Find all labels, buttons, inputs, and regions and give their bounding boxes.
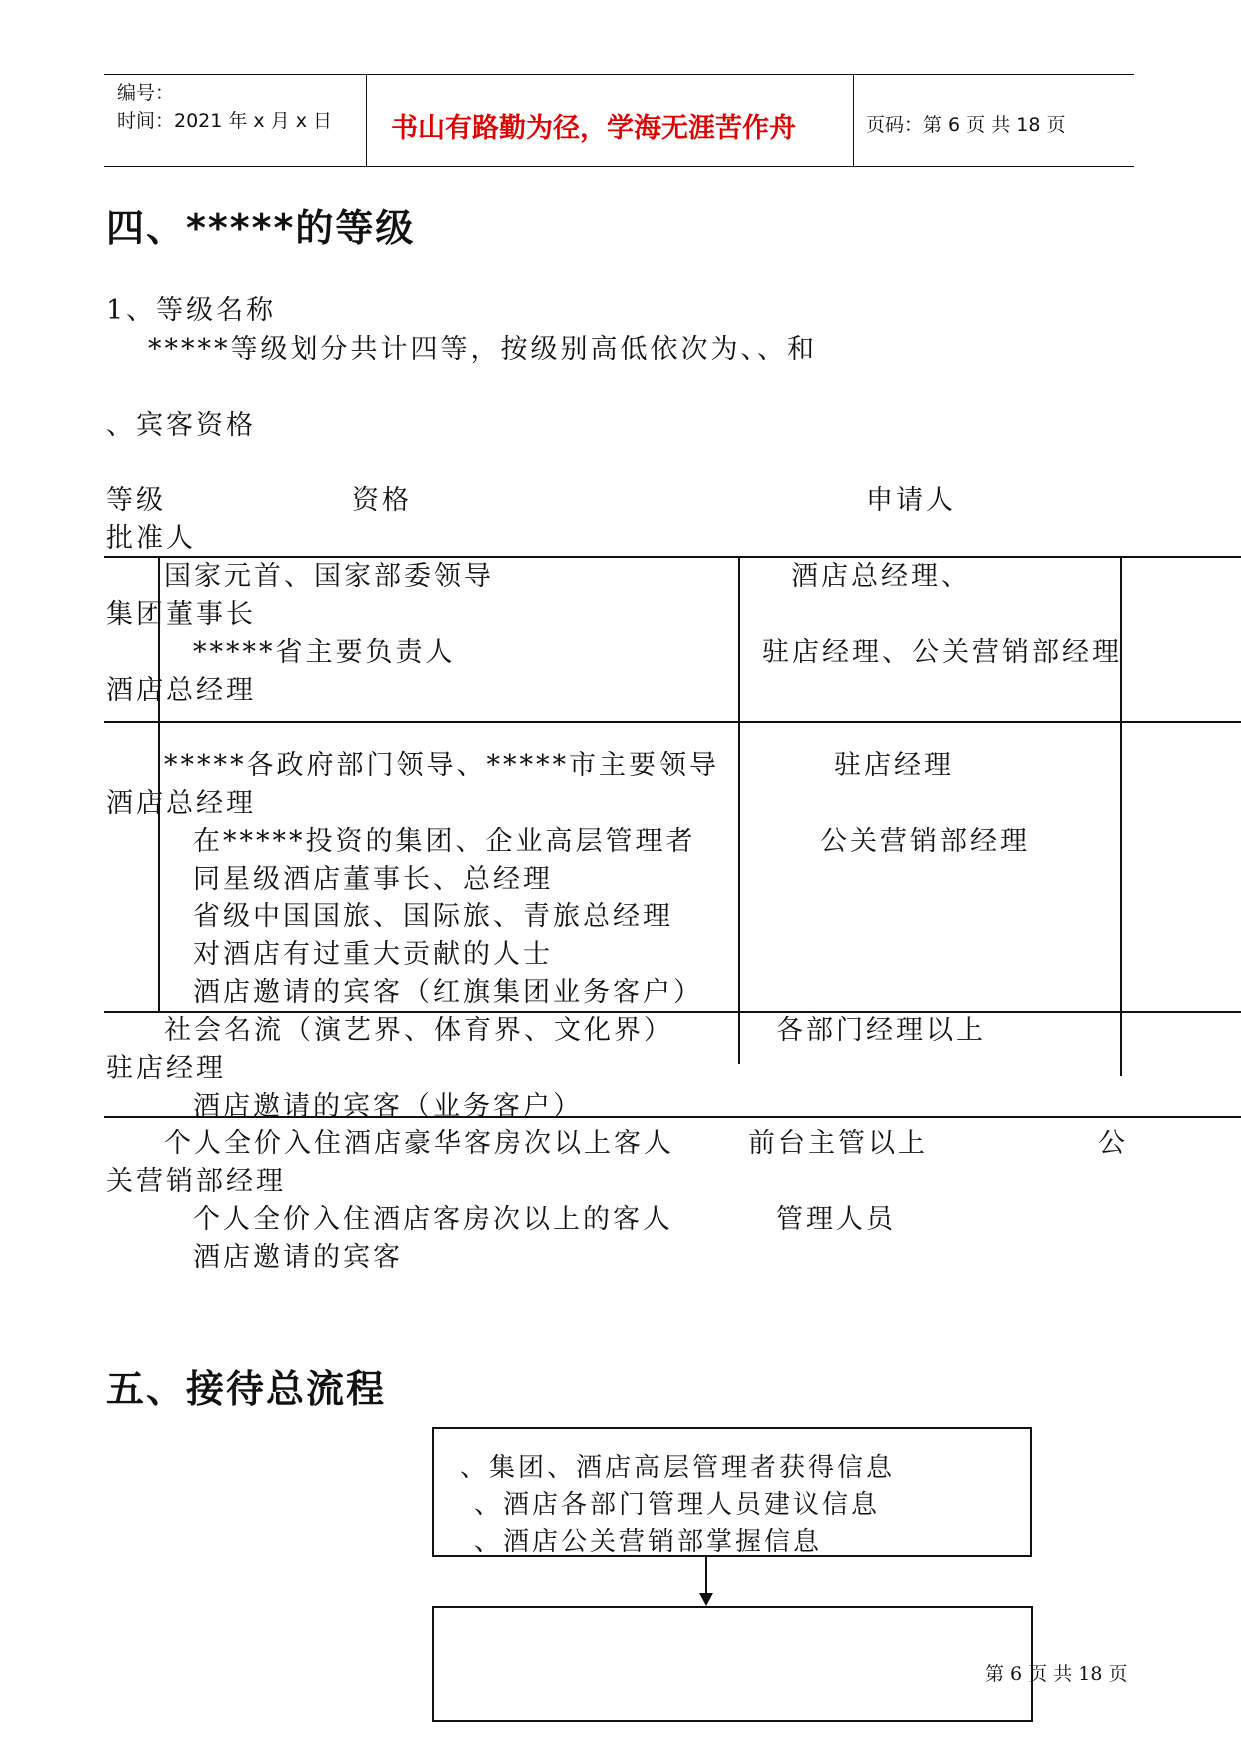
header-bottom-line [104,166,1134,167]
page-footer: 第 6 页 共 18 页 [985,1663,1128,1685]
header-motto: 书山有路勤为径，学海无涯苦作舟 [391,113,796,144]
row2-applicant-1: 驻店经理 [834,750,954,781]
row3-applicant-1: 各部门经理以上 [776,1015,986,1046]
row2-line-4: 同星级酒店董事长、总经理 [193,864,553,895]
row3-line-1: 社会名流（演艺界、体育界、文化界） [164,1015,674,1046]
row4-applicant-2: 管理人员 [776,1204,896,1235]
row1-applicant-1: 酒店总经理、 [791,561,971,592]
row4-line-5: 酒店邀请的宾客 [193,1242,403,1273]
flow-box-line-3: 、酒店公关营销部掌握信息 [474,1527,823,1557]
table-header-approver: 批准人 [106,523,196,554]
table-rule-3 [104,1011,1241,1013]
row4-line-1: 个人全价入住酒店豪华客房次以上客人 [164,1128,674,1159]
row1-line-2: 集团董事长 [106,599,256,630]
row2-line-7: 酒店邀请的宾客（红旗集团业务客户） [193,977,703,1008]
table-header-applicant: 申请人 [866,485,956,516]
table-col-divider-3 [1120,556,1122,1076]
row1-line-3: *****省主要负责人 [193,637,456,668]
row1-line-4: 酒店总经理 [106,675,256,706]
row4-applicant-1: 前台主管以上 [748,1128,928,1159]
header-divider-left [366,74,367,166]
row4-line-3: 关营销部经理 [106,1166,286,1197]
table-header-qualification: 资格 [352,485,412,516]
section-4-title: 四、*****的等级 [106,206,416,250]
row3-line-3: 酒店邀请的宾客（业务客户） [193,1091,583,1122]
section-5-title: 五、接待总流程 [106,1367,387,1411]
header-top-line [104,74,1134,75]
table-rule-2 [104,721,1241,723]
row2-applicant-2: 公关营销部经理 [820,826,1030,857]
row2-line-5: 省级中国国旅、国际旅、青旅总经理 [193,901,673,932]
row2-line-2: 酒店总经理 [106,788,256,819]
flow-arrow-down-icon [694,1557,718,1607]
header-divider-right [853,74,854,166]
section-4-sub1-title: 1、等级名称 [106,295,277,326]
row2-line-3: 在*****投资的集团、企业高层管理者 [193,826,696,857]
flow-box-line-2: 、酒店各部门管理人员建议信息 [474,1490,881,1520]
flow-box-line-1: 、集团、酒店高层管理者获得信息 [460,1453,896,1483]
row3-line-2: 驻店经理 [106,1053,226,1084]
flow-box-info-sources [432,1427,1032,1557]
row2-line-6: 对酒店有过重大贡献的人士 [193,939,553,970]
section-4-sub2-title: 、宾客资格 [106,410,256,441]
flow-box-empty [432,1606,1033,1722]
header-time-label: 时间：2021 年 x 月 x 日 [117,110,333,132]
row2-line-1: *****各政府部门领导、*****市主要领导 [164,750,719,781]
header-number-label: 编号： [117,82,175,104]
row1-applicant-2: 驻店经理、公关营销部经理 [762,637,1122,668]
table-rule-1 [104,556,1241,558]
row4-line-2: 公 [1098,1128,1128,1159]
row1-line-1: 国家元首、国家部委领导 [164,561,494,592]
header-page-label: 页码：第 6 页 共 18 页 [866,114,1066,136]
table-col-divider-2 [738,556,740,1064]
row4-line-4: 个人全价入住酒店客房次以上的客人 [193,1204,673,1235]
section-4-sub1-text: *****等级划分共计四等，按级别高低依次为、、和 [148,334,817,365]
table-header-level: 等级 [106,485,166,516]
